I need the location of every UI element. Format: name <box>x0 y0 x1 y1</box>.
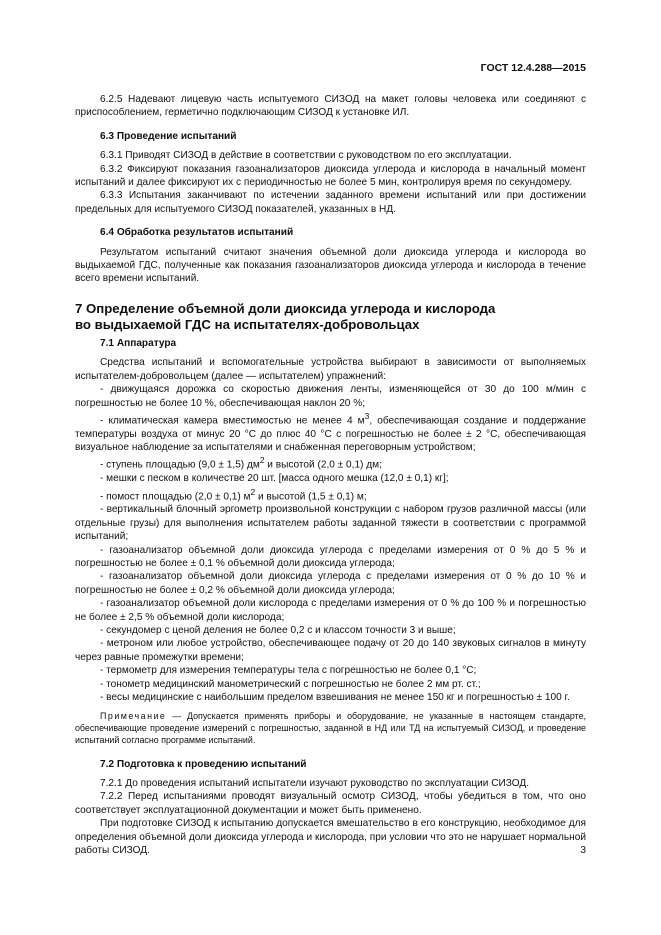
paragraph-6-2-5: 6.2.5 Надевают лицевую часть испытуемого СИЗОД на макет головы человека или соединяют с приспособлением, герметично подключающим СИЗОД к установке ИЛ. <box>75 94 586 119</box>
heading-6-3: 6.3 Проведение испытаний <box>100 130 237 142</box>
note-text: — Допускается применять приборы и оборудование, не указанные в настоящем стандарте, обеспечивающие проведение измерений с погрешностью, заданной в НД или ТД на испытуемый СИЗОД, и проведение испытаний согласно программе испытаний. <box>75 710 586 745</box>
heading-6-4: 6.4 Обработка результатов испытаний <box>100 227 294 239</box>
list-item: - движущаяся дорожка со скоростью движения ленты, изменяющейся от 30 до 100 м/мин с погрешностью не более 10 %, обеспечивающая наклон 20 %; <box>75 384 586 409</box>
list-item: - ступень площадью (9,0 ± 1,5) $дм^2$ и высотой (2,0 ± 0,1) дм; <box>100 455 382 471</box>
paragraph-7-2-2: 7.2.2 Перед испытаниями проводят визуальный осмотр СИЗОД, чтобы убедиться в том, что оно соответствует эксплуатационной документации и может быть применено. <box>75 791 586 816</box>
page-content <box>75 93 586 857</box>
paragraph-7-2-3: При подготовке СИЗОД к испытанию допускается вмешательство в его конструкцию, необходимое для определения объемной доли диоксида углерода и кислорода, при условии что это не нарушает нормальной работы СИЗОД. <box>75 818 586 856</box>
heading-7-1: 7.1 Аппаратура <box>100 337 177 349</box>
paragraph-6-3-1: 6.3.1 Приводят СИЗОД в действие в соответствии с руководством по его эксплуатации. <box>100 150 512 162</box>
heading-section-7-line-1: 7 Определение объемной доли диоксида углерода и кислорода <box>75 300 496 316</box>
standard-designation: ГОСТ 12.4.288—2015 <box>480 62 586 74</box>
list-item: - весы медицинские с наибольшим пределом взвешивания не менее 150 кг и погрешностью ± 100 г. <box>100 692 570 704</box>
list-item: - газоанализатор объемной доли диоксида углерода с пределами измерения от 0 % до 10 % и погрешностью не более ± 0,2 % объемной доли диоксида углерода; <box>75 571 586 596</box>
note <box>75 710 586 746</box>
heading-7-2: 7.2 Подготовка к проведению испытаний <box>100 758 307 770</box>
list-item: - газоанализатор объемной доли диоксида углерода с пределами измерения от 0 % до 5 % и погрешностью не более ± 0,1 % объемной доли диоксида углерода; <box>75 544 586 570</box>
list-item: - термометр для измерения температуры тела с погрешностью не более 0,1 °С; <box>100 665 477 677</box>
list-item: - помост площадью (2,0 ± 0,1) $м^2$ и высотой (1,5 ± 0,1) м; <box>100 486 367 503</box>
list-item: - секундомер с ценой деления не более 0,2 с и классом точности 3 и выше; <box>100 625 456 637</box>
list-item: - вертикальный блочный эргометр произвольной конструкции с набором грузов различной массы (или отдельные грузы) для выполнения испытателем работы заданной тяжести в соответствии с программой испытаний; <box>75 504 586 543</box>
paragraph-6-4: Результатом испытаний считают значения объемной доли диоксида углерода и кислорода во выдыхаемой ГДС, полученные как показания газоанализаторов диоксида углерода и кислорода в течение всего времени испытаний. <box>75 246 586 285</box>
heading-section-7 <box>75 301 586 333</box>
note-label: Примечание <box>100 710 167 721</box>
list-item: - тонометр медицинский манометрический с погрешностью не более 2 мм рт. ст.; <box>100 678 481 690</box>
list-item: - климатическая камера вместимостью не менее 4 $м^3$, обеспечивающая создание и поддержание температуры воздуха от минус 20 °С до плюс 40 °С с погрешностью не более ± 2 °С, обеспечивающая визуальное наблюдение за испытателями и снабженная переговорным устройством; <box>75 410 586 454</box>
page-number: 3 <box>580 845 586 856</box>
list-item: - газоанализатор объемной доли кислорода с пределами измерения от 0 % до 100 % и погрешностью не более ± 2,5 % объемной доли кислорода; <box>75 598 586 623</box>
paragraph-6-3-3: 6.3.3 Испытания заканчивают по истечении заданного времени испытаний или при достижении предельных для испытуемого СИЗОД показателей, указанных в НД. <box>75 190 586 215</box>
heading-section-7-line-2: во выдыхаемой ГДС на испытателях-добровольцах <box>75 316 420 332</box>
list-item: - мешки с песком в количестве 20 шт. [масса одного мешка (12,0 ± 0,1) кг]; <box>100 473 449 485</box>
list-item: - метроном или любое устройство, обеспечивающее подачу от 20 до 140 звуковых сигналов в минуту через равные промежутки времени; <box>75 638 586 663</box>
paragraph-7-1-intro: Средства испытаний и вспомогательные устройства выбирают в зависимости от выполняемых испытателем-добровольцем (далее — испытателем) упражнений: <box>75 357 586 382</box>
paragraph-6-3-2: 6.3.2 Фиксируют показания газоанализаторов диоксида углерода и кислорода в начальный момент испытаний и далее фиксируют их с периодичностью не более 5 мин, контролируя время по секундомеру. <box>75 163 586 189</box>
paragraph-7-2-1: 7.2.1 До проведения испытаний испытатели изучают руководство по эксплуатации СИЗОД. <box>100 777 530 789</box>
